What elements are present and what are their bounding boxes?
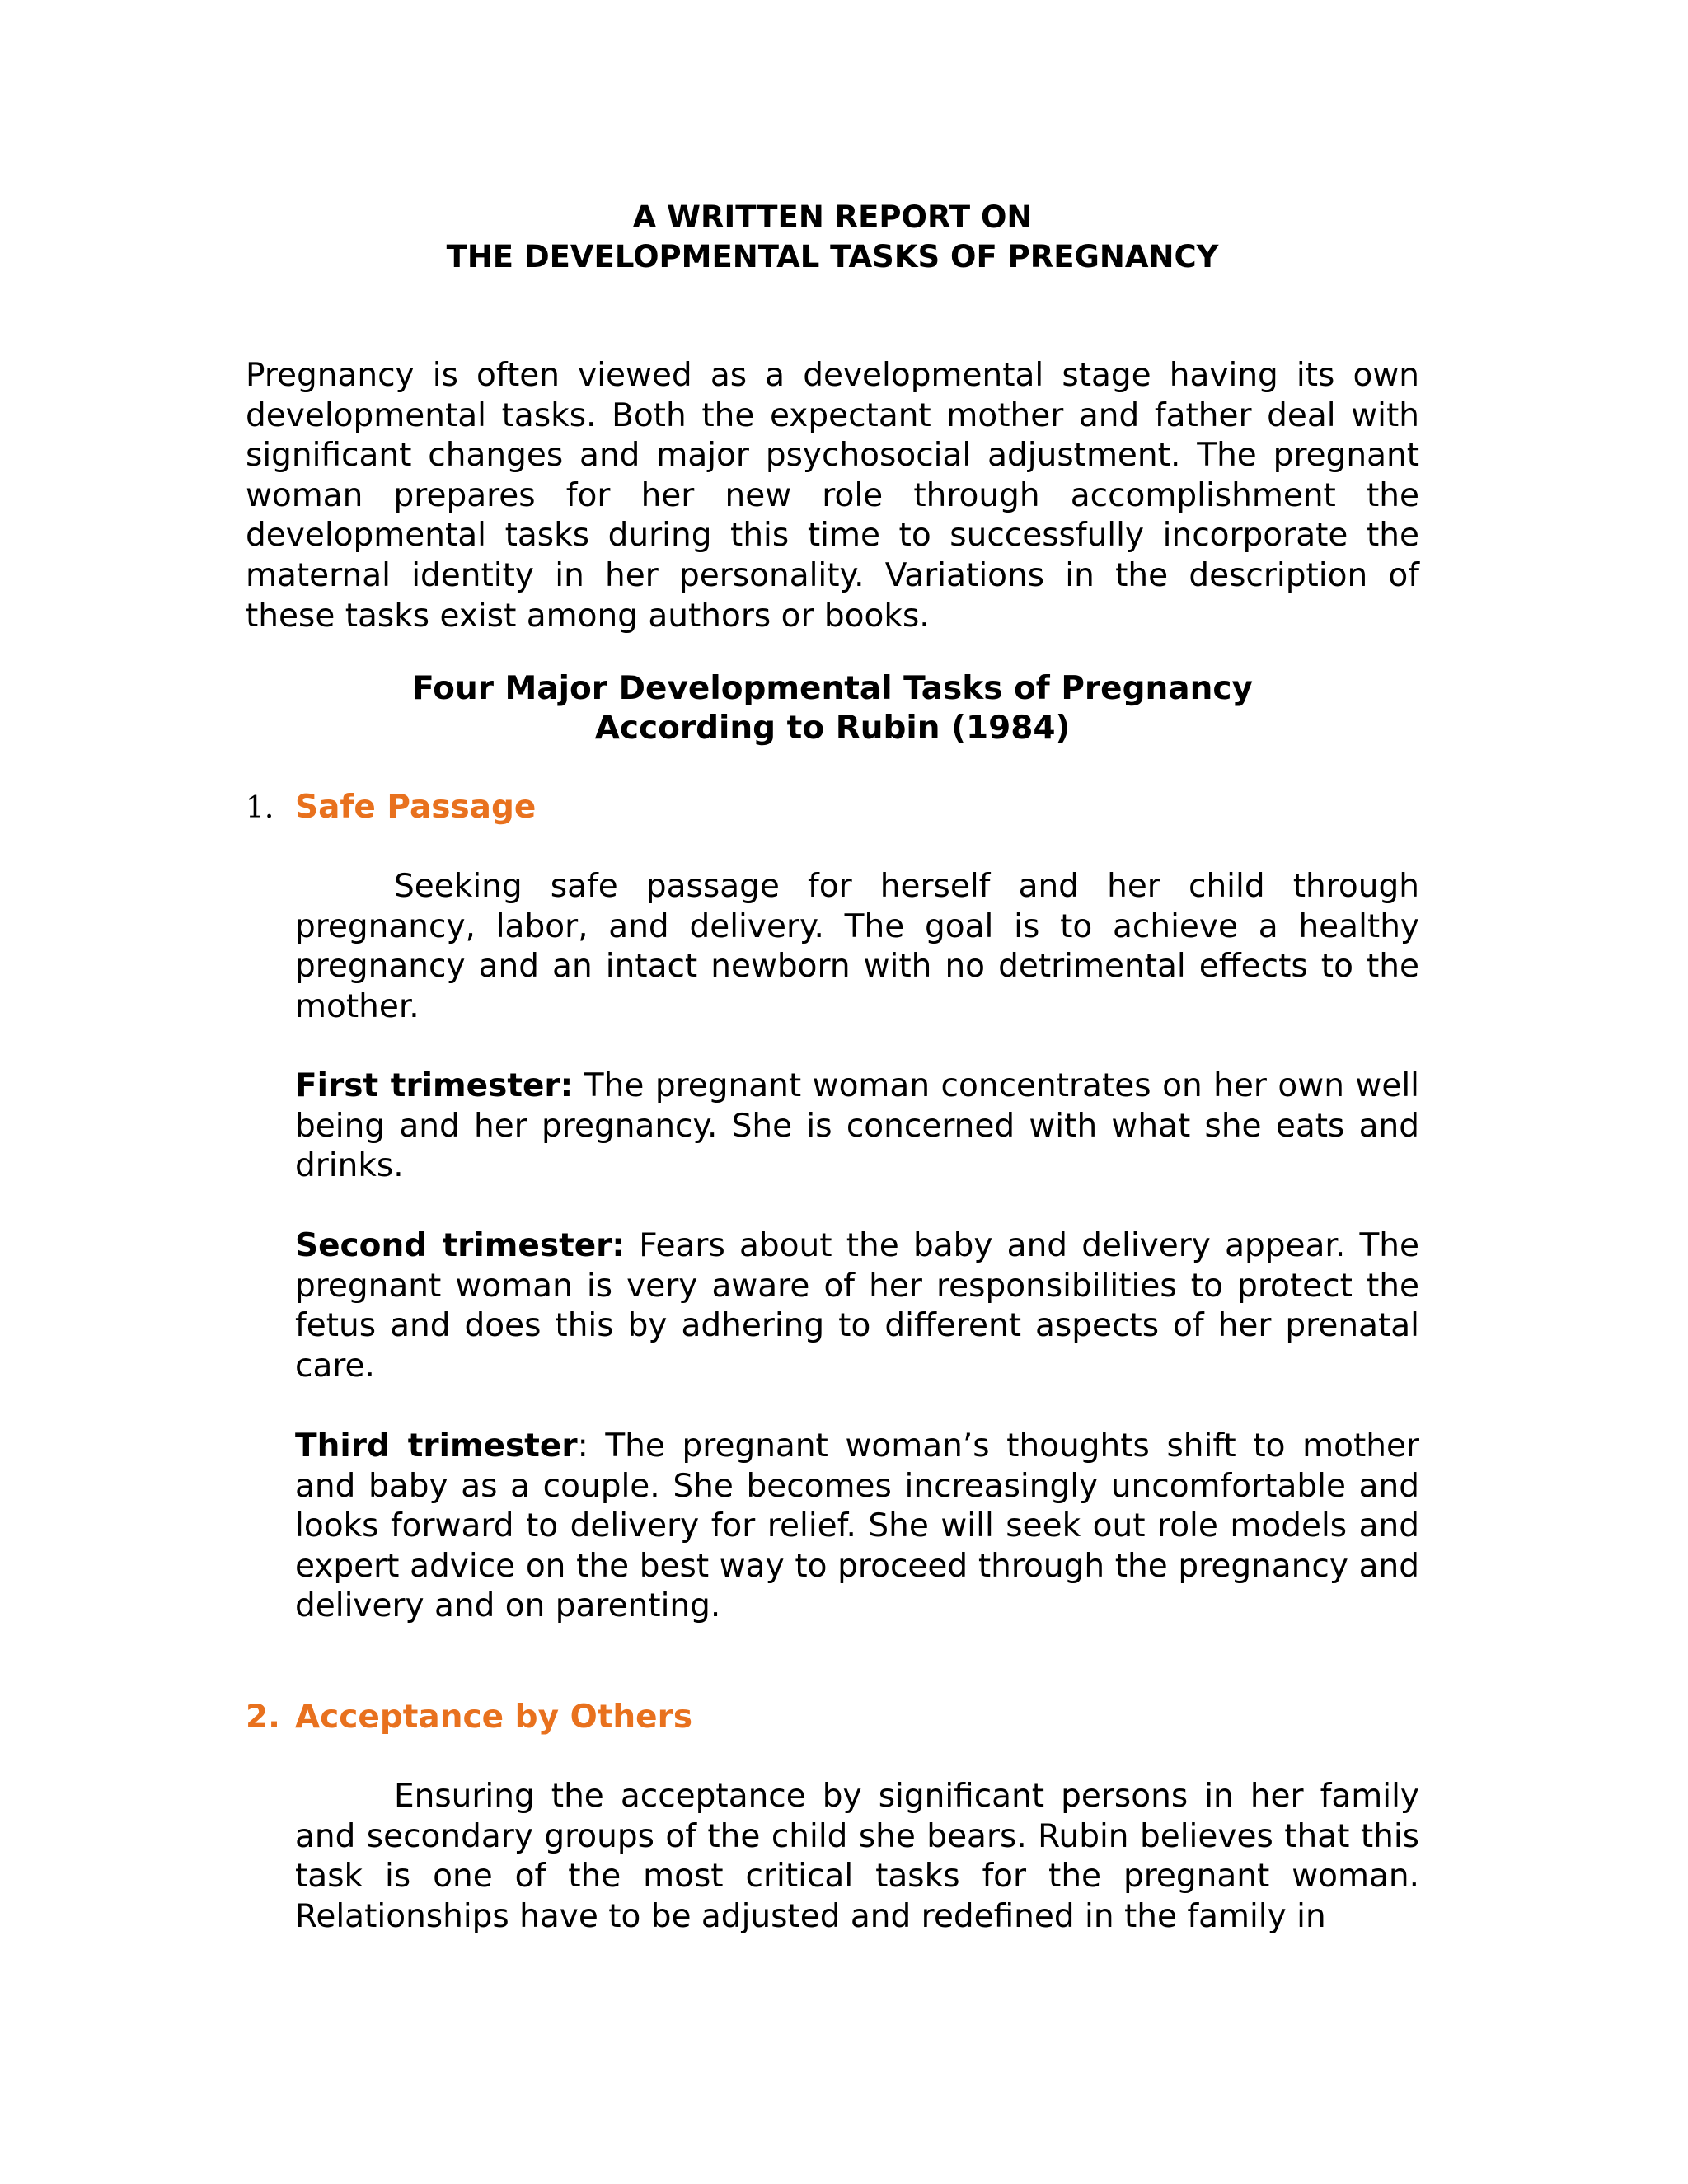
section-number: 1. <box>246 791 274 825</box>
intro-paragraph: Pregnancy is often viewed as a developmental stage having its own developmental tasks. Both the expectant mother and father deal with significant changes and major psychosocial adjustment. The pregnant woman prepares for her new role through accomplishment the developmental tasks during this time to successfully incorporate the maternal identity in her personality. Variations in the description of these tasks exist among authors or books. <box>246 357 1419 635</box>
third-trimester-label: Third trimester <box>295 1427 578 1465</box>
first-trimester-paragraph <box>295 1066 1419 1187</box>
section-subtitle-line-2: According to Rubin (1984) <box>594 710 1071 747</box>
section-heading-acceptance-by-others <box>246 1698 692 1737</box>
document-page <box>246 0 1419 2184</box>
report-title-line-2: THE DEVELOPMENTAL TASKS OF PREGNANCY <box>446 239 1219 274</box>
acceptance-paragraph: Ensuring the acceptance by significant persons in her family and secondary groups of the child she bears. Rubin believes that this task is one of the most critical tasks for the pregnant woman. Relationships have to be adjusted and redefined in the family in <box>295 1778 1419 1935</box>
safe-passage-paragraph: Seeking safe passage for herself and her child through pregnancy, labor, and delivery. The goal is to achieve a healthy pregnancy and an intact newborn with no detrimental effects to the mother. <box>295 868 1419 1025</box>
second-trimester-paragraph <box>295 1226 1419 1386</box>
third-trimester-paragraph <box>295 1427 1419 1627</box>
section-heading-safe-passage <box>246 788 536 828</box>
first-trimester-label: First trimester: <box>295 1067 574 1104</box>
section-heading-text: Acceptance by Others <box>295 1699 693 1736</box>
first-trimester-text: The pregnant woman concentrates on her own well being and her pregnancy. She is concerned with what she eats and drinks. <box>295 1067 1419 1185</box>
section-number: 2. <box>246 1699 280 1736</box>
section-subtitle-line-1: Four Major Developmental Tasks of Pregnancy <box>412 670 1253 707</box>
third-trimester-text: : The pregnant woman’s thoughts shift to mother and baby as a couple. She becomes increasingly uncomfortable and looks forward to delivery for relief. She will seek out role models and expert advice on the best way to proceed through the pregnancy and delivery and on parenting. <box>295 1427 1419 1625</box>
second-trimester-text: Fears about the baby and delivery appear. The pregnant woman is very aware of her responsibilities to protect the fetus and does this by adhering to different aspects of her prenatal care. <box>295 1227 1419 1385</box>
section-heading-text: Safe Passage <box>295 789 537 826</box>
second-trimester-label: Second trimester: <box>295 1227 626 1264</box>
report-title-line-1: A WRITTEN REPORT ON <box>632 199 1033 235</box>
